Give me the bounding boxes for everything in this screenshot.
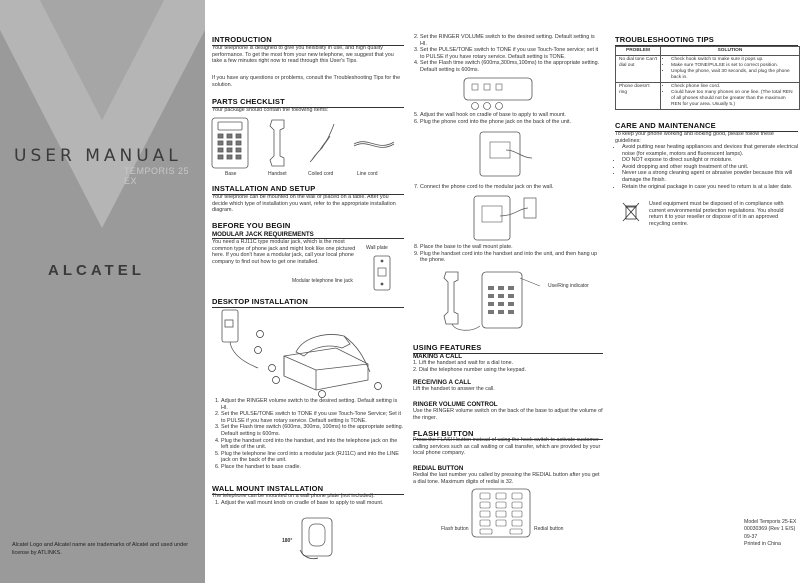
care-heading: CARE AND MAINTENANCE (615, 121, 798, 132)
parts-heading: PARTS CHECKLIST (212, 97, 404, 108)
modular-jack-label: Modular telephone line jack (292, 278, 353, 284)
cover-model: TEMPORIS 25 EX (124, 166, 190, 186)
cover-title: USER MANUAL (14, 146, 182, 166)
base-drawing (212, 118, 248, 168)
care-list (615, 144, 800, 190)
wallmount-step: 3. Set the PULSE/TONE switch to TONE if you use Touch-Tone service; set it to PULSE if you have rotary service. Default setting is TONE. (420, 47, 603, 60)
part-label-line-cord: Line cord (357, 171, 378, 177)
care-item: • Avoid dropping and other rough treatment of the unit. (622, 164, 800, 171)
desktop-step: 6. Place the handset to base cradle. (221, 464, 404, 471)
ringer-volume-text: Use the RINGER volume switch on the back of the base to adjust the volume of the ringer. (413, 408, 603, 421)
wallmount-step: 9. Plug the handset cord into the handset and into the unit, and then hang up the phone. (420, 251, 603, 264)
care-item: • Avoid putting near heating appliances and devices that generate electrical noise (for example, motors and fluorescent lamps). (622, 144, 800, 157)
trademark-note: Alcatel Logo and Alcatel name are trademarks of Alcatel and used under license by ATLINKS. (12, 542, 189, 556)
receiving-call-text: Lift the handset to answer the call. (413, 386, 495, 392)
footer-line: Model Temporis 25-EX (744, 519, 797, 525)
model-footer (744, 519, 804, 549)
install-text: Your telephone can be mounted on the wall or placed on a table. After you decide which type of installation you want, refer to the appropriate installation diagram. (212, 194, 396, 214)
making-call-steps (413, 360, 603, 373)
solution-cell: • Check phone line cord. • Could have too many phones on one line. (The total REN of all phones should not be greater than the maximum REN for your area. Usually 5.) (661, 83, 800, 110)
call-step: 2. Dial the telephone number using the keypad. (413, 367, 603, 374)
problem-cell: Phone doesn't ring (616, 83, 661, 110)
part-label-base: Base (225, 171, 237, 177)
wall-mount-knob-drawing (296, 516, 340, 560)
footer-line: 00030369 (Rev 1 E/S) (744, 526, 796, 533)
care-item: • DO NOT expose to direct sunlight or moisture. (622, 157, 800, 164)
features-heading: USING FEATURES (413, 343, 603, 354)
desktop-step: 2. Set the PULSE/TONE switch to TONE if you use Touch-Tone Service; Set it to PULSE if you have rotary service. Default setting is TONE. (221, 411, 404, 424)
wallmount-steps-8-9 (411, 244, 603, 264)
wallmount-step: 5. Adjust the wall hook on cradle of base to apply to wall mount. (420, 112, 603, 119)
redial-text: Redial the last number you called by pressing the REDIAL button after you get a dial tone. Maximum digits of redial is 32. (413, 472, 600, 485)
weee-notice: Used equipment must be disposed of in compliance with current environmental protection regulations. You should return it to your reseller or dispose of it in an approved recycling centre. (649, 201, 784, 227)
desktop-steps (212, 398, 404, 471)
part-label-handset: Handset (268, 171, 287, 177)
table-row (616, 56, 800, 83)
wallmount-step-1: 1. Adjust the wall mount knob on cradle of base to apply to wall mount. (212, 500, 404, 507)
footer-line: Printed in China (744, 541, 781, 548)
care-item: • Retain the original package in case you need to return is at a later date. (622, 184, 800, 191)
parts-intro: Your package should contain the following items: (212, 107, 329, 113)
handset-drawing (270, 120, 284, 166)
use-ring-indicator-label: Use/Ring indicator (548, 283, 589, 289)
desktop-step: 4. Plug the handset cord into the handset, and into the telephone jack on the left side of the unit. (221, 438, 404, 451)
solution-cell: • Check hook switch to make sure it pops up. • Make sure TONE/PULSE is set to correct position. • Unplug the phone, wait 30 seconds, and plug the phone back in. (661, 56, 800, 83)
brand-logo: ALCATEL (48, 262, 145, 279)
problem-cell: No dial tone Can't dial out (616, 56, 661, 83)
wallmount-step: 8. Place the base to the wall mount plate. (420, 244, 603, 251)
wallmount-steps-2-4 (411, 34, 603, 74)
call-step: 1. Lift the handset and wait for a dial tone. (413, 360, 603, 367)
rotate-180-label: 180° (282, 538, 293, 544)
troubleshooting-heading: TROUBLESHOOTING TIPS (615, 35, 798, 46)
table-row (616, 83, 800, 110)
base-switches-drawing (460, 74, 536, 112)
parts-illustration (208, 114, 408, 172)
crossed-bin-icon (621, 201, 641, 223)
redial-button-label: Redial button (534, 526, 564, 532)
desktop-step: 3. Set the Flash time switch (600ms, 300ms, 100ms) to the appropriate setting. Default setting is 600ms. (221, 424, 404, 437)
wallmount-step: 6. Plug the phone cord into the phone jack on the back of the unit. (420, 119, 603, 126)
making-call-heading: MAKING A CALL (413, 353, 463, 360)
care-item: • Never use a strong cleaning agent or abrasive powder because this will damage the finish. (622, 170, 800, 183)
begin-heading: BEFORE YOU BEGIN (212, 221, 291, 230)
wallmount-step-7: 7. Connect the phone cord to the modular jack on the wall. (411, 184, 603, 191)
desktop-step: 5. Plug the telephone line cord into a modular jack (RJ11C) and into the LINE jack on the back of the unit. (221, 451, 404, 464)
wallmount-step: 2. Set the RINGER VOLUME switch to the desired setting. Default setting is HI. (420, 34, 603, 47)
wallmount-intro: The telephone can be mounted on a wall phone plate (not included). (212, 493, 375, 499)
wall-mounted-phone-drawing (436, 268, 546, 334)
troubleshooting-table (615, 46, 800, 110)
coiled-cord-drawing (310, 124, 334, 162)
jack-text: You need a RJ11C type modular jack, which is the most common type of phone jack and might look like one pictured here. If you don't have a modular jack, call your local phone company to find out how to get one installed. (212, 239, 356, 265)
cover-panel (0, 0, 205, 583)
problem-column-header: PROBLEM (616, 47, 661, 56)
cover-chevron-graphic (0, 0, 205, 583)
intro-paragraph-1: Your telephone is designed to give you flexibility in use, and high quality performance. To get the most from your new telephone, we suggest that you take a few minutes right now to read through this User's Tips. (212, 45, 394, 65)
flash-button-label: Flash button (441, 526, 469, 532)
wall-plate-label: Wall plate (366, 245, 388, 251)
footer-line: 09-37 (744, 533, 758, 540)
intro-paragraph-2: If you have any questions or problems, consult the Troubleshooting Tips for the solution. (212, 75, 401, 88)
intro-heading: INTRODUCTION (212, 35, 404, 46)
solution-column-header: SOLUTION (661, 47, 800, 56)
install-heading: INSTALLATION AND SETUP (212, 184, 404, 195)
redial-heading: REDIAL BUTTON (413, 465, 464, 472)
phone-back-jack-drawing (476, 128, 536, 180)
wall-jack-connection-drawing (470, 192, 550, 244)
desktop-heading: DESKTOP INSTALLATION (212, 297, 404, 308)
desktop-step: 1. Adjust the RINGER volume switch to the desired setting. Default setting is HI. (221, 398, 404, 411)
wallmount-step: 4. Set the Flash time switch (600ms,300ms,100ms) to the appropriate setting. Default setting is 600ms. (420, 60, 603, 73)
care-intro: To keep your phone working and looking good, please follow these guidelines: (615, 131, 774, 144)
flash-text: Press the FLASH button instead of using the hook switch to activate customer calling services such as call waiting or call transfer, which are provided by your local phone company. (413, 437, 601, 457)
jack-requirements-heading: MODULAR JACK REQUIREMENTS (212, 231, 404, 239)
line-cord-drawing (354, 142, 394, 148)
ringer-volume-heading: RINGER VOLUME CONTROL (413, 401, 498, 408)
receiving-call-heading: RECEIVING A CALL (413, 379, 471, 386)
part-label-coiled-cord: Coiled cord (308, 171, 334, 177)
keypad-drawing (470, 487, 532, 539)
desktop-installation-illustration (218, 306, 398, 400)
flash-heading: FLASH BUTTON (413, 429, 603, 440)
wallmount-heading: WALL MOUNT INSTALLATION (212, 484, 404, 495)
wall-plate-drawing (372, 254, 394, 294)
wallmount-steps-5-6 (411, 112, 603, 125)
